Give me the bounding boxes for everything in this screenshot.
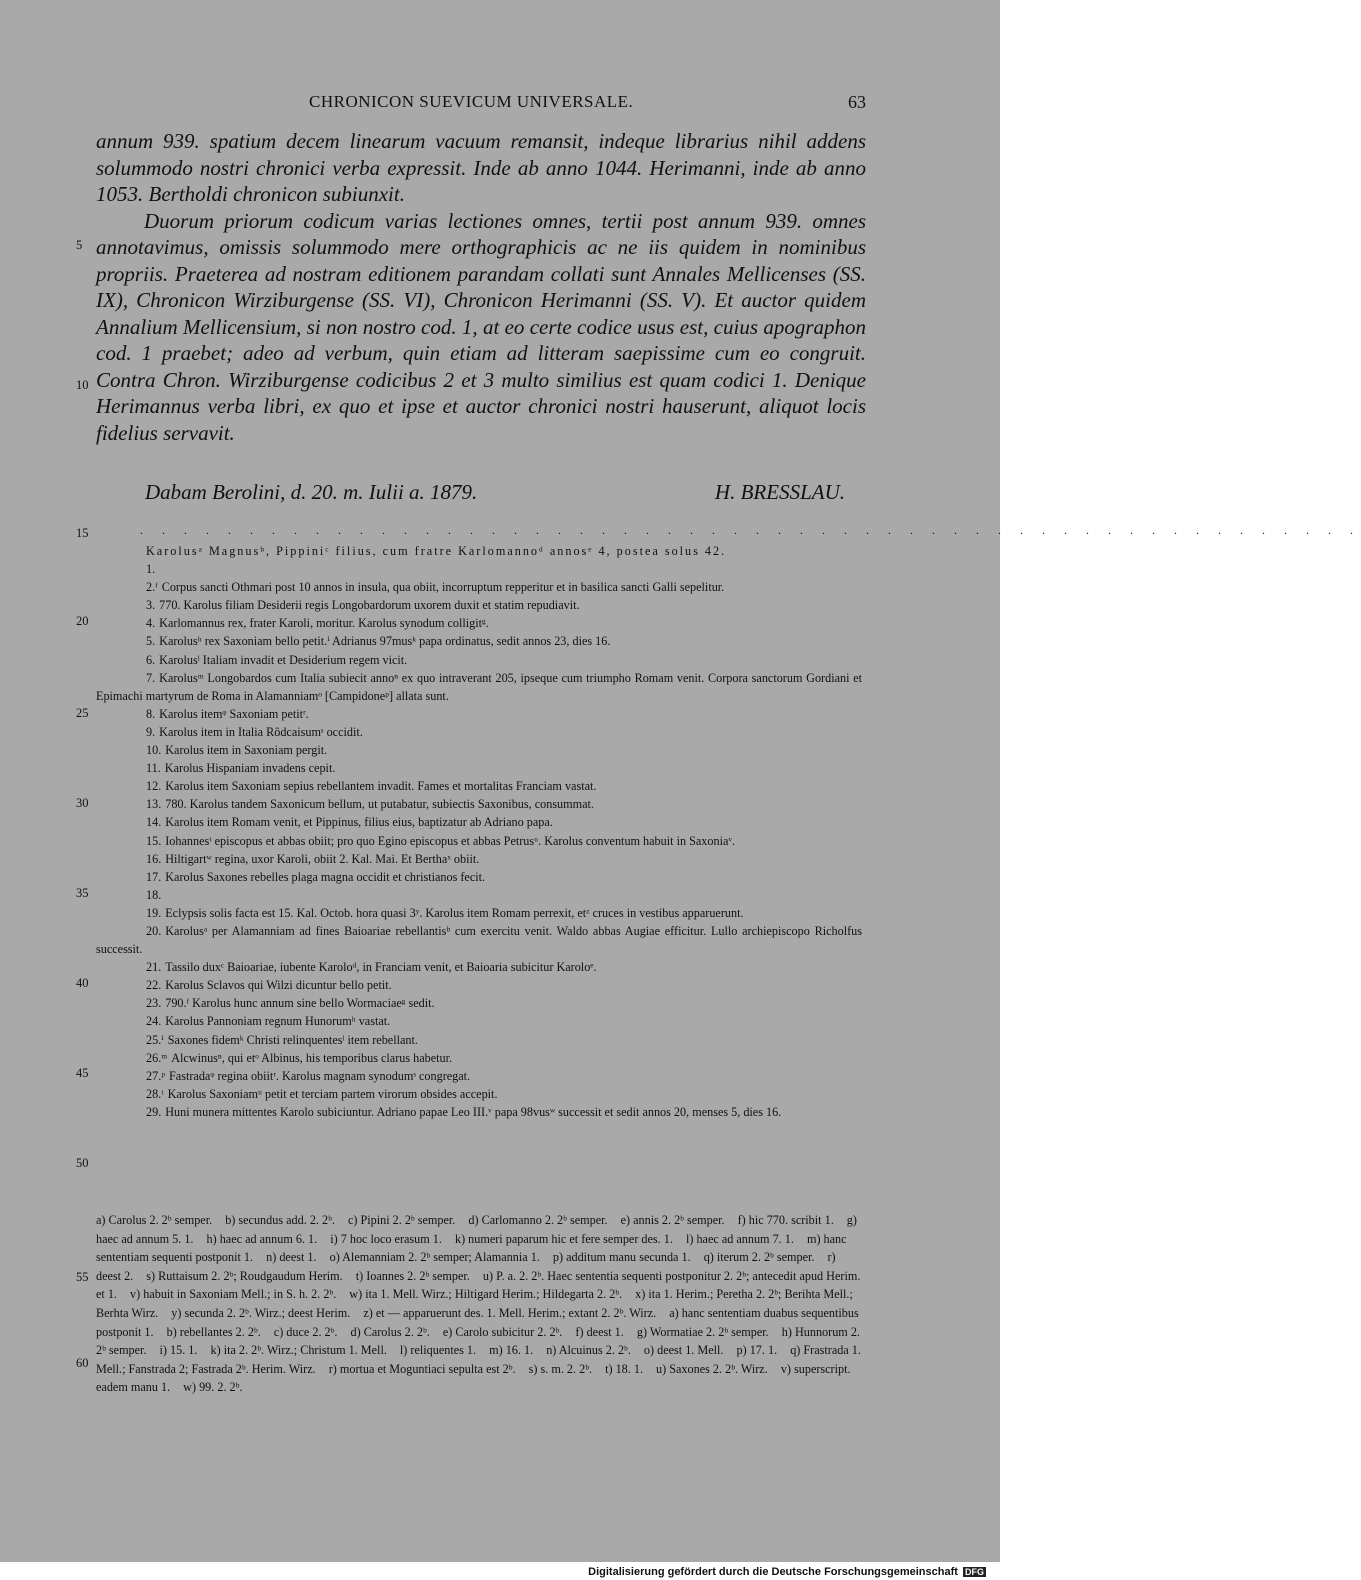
line-number: 35 <box>76 886 89 900</box>
annal-entry <box>96 705 862 723</box>
annal-text: Karolusˡ Italiam invadit et Desiderium regem vicit. <box>159 652 408 667</box>
footnote: t) 18. 1. <box>605 1361 643 1376</box>
footnote: u) Saxones 2. 2ᵇ. Wirz. <box>656 1361 768 1376</box>
annal-text: Corpus sancti Othmari post 10 annos in insula, qua obiit, incorruptum repperitur et in basilica sancti Galli sepelitur. <box>161 580 725 595</box>
annal-number: 26.ᵐ <box>146 1050 168 1065</box>
annal-number: 5. <box>146 634 156 649</box>
preface-text <box>96 128 866 446</box>
signature-author: H. BRESSLAU. <box>714 480 845 504</box>
annal-entry <box>96 832 862 850</box>
footnote: r) mortua et Moguntiaci sepulta est 2ᵇ. <box>328 1361 516 1376</box>
annal-entry <box>96 759 862 777</box>
annal-text: Karolus item Romam venit, et Pippinus, filius eius, baptizatur ab Adriano papa. <box>165 815 553 830</box>
annal-entry <box>96 886 862 904</box>
annal-number: 15. <box>146 833 162 848</box>
annal-text: Karolus Pannoniam regnum Hunorumʰ vastat. <box>165 1014 391 1029</box>
footnote: p) additum manu secunda 1. <box>552 1250 691 1265</box>
annal-text: Karolus Saxones rebelles plaga magna occidit et christianos fecit. <box>165 869 486 884</box>
footnote: o) deest 1. Mell. <box>643 1343 724 1358</box>
annal-entry <box>96 868 862 886</box>
annal-entry <box>96 596 862 614</box>
annal-text: Karolus Sclavos qui Wilzi dicuntur bello petit. <box>165 978 392 993</box>
footnote: l) reliquentes 1. <box>399 1343 477 1358</box>
footnote: d) Carolus 2. 2ᵇ. <box>350 1324 430 1339</box>
annal-entry <box>96 614 862 632</box>
annal-text: 770. Karolus filiam Desiderii regis Longobardorum uxorem duxit et statim repudiavit. <box>159 598 580 613</box>
annal-entry <box>96 922 862 958</box>
annal-text: Karolus item Saxoniam sepius rebellantem invadit. Fames et mortalitas Franciam vastat. <box>165 779 597 794</box>
footnote: f) deest 1. <box>575 1324 624 1339</box>
footnote: s) s. m. 2. 2ᵇ. <box>528 1361 593 1376</box>
footnote: e) Carolo subicitur 2. 2ᵇ. <box>442 1324 563 1339</box>
footnote: h) haec ad annum 6. 1. <box>206 1231 318 1246</box>
annal-text: Hiltigartʷ regina, uxor Karoli, obiit 2. Kal. Mai. Et Berthaˣ obiit. <box>165 851 480 866</box>
annal-entry <box>96 578 862 596</box>
annal-text: Karolus item in Italia Rôdcaisumˢ occidit. <box>159 724 363 739</box>
footnote: q) iterum 2. 2ᵇ semper. <box>703 1250 815 1265</box>
line-number: 30 <box>76 796 89 810</box>
annal-text: Alcwinusⁿ, qui etᵒ Albinus, his temporibus clarus habetur. <box>171 1050 453 1065</box>
annal-entry <box>96 741 862 759</box>
line-number: 50 <box>76 1156 89 1170</box>
annal-number: 8. <box>146 706 156 721</box>
footnote: a) hanc sententiam duabus sequentibus postponit 1. <box>96 1305 859 1339</box>
digitization-credit <box>588 1566 986 1578</box>
annal-entry <box>96 777 862 795</box>
annal-number: 19. <box>146 905 162 920</box>
footnote: i) 7 hoc loco erasum 1. <box>330 1231 442 1246</box>
annal-text: Karlomannus rex, frater Karoli, moritur. Karolus synodum colligitᵍ. <box>159 616 489 631</box>
annal-number: 29. <box>146 1104 162 1119</box>
footnote: l) haec ad annum 7. 1. <box>685 1231 794 1246</box>
running-title: CHRONICON SUEVICUM UNIVERSALE. <box>309 92 634 111</box>
footnote: s) Ruttaisum 2. 2ᵇ; Roudgaudum Herim. <box>146 1268 343 1283</box>
preface-paragraph-1: annum 939. spatium decem linearum vacuum remansit, indeque librarius nihil addens solummodo nostri chronici verba expressit. Inde ab anno 1044. Herimanni, inde ab anno 1053. Bertholdi chronicon subiunxit. <box>96 129 866 206</box>
annal-number: 2.ᶠ <box>146 580 158 595</box>
annal-entry <box>96 1031 862 1049</box>
footnote: w) ita 1. Mell. Wirz.; Hiltigard Herim.; Hildegarta 2. 2ᵇ. <box>349 1287 623 1302</box>
annal-number: 25.ⁱ <box>146 1032 164 1047</box>
annal-entry <box>96 560 862 578</box>
annal-entry <box>96 994 862 1012</box>
annal-number: 23. <box>146 996 162 1011</box>
line-number: 20 <box>76 614 89 628</box>
annal-text: Karolusᵃ per Alamanniam ad fines Baioariae rebellantisᵇ cum exercitu venit. Waldo abbas Augiae efficitur. Lullo archiepiscopo Richolfus successit. <box>96 923 862 957</box>
annal-number: 7. <box>146 670 156 685</box>
line-number: 25 <box>76 706 89 720</box>
signature-line <box>145 480 845 505</box>
footnote: x) ita 1. Herim.; Peretha 2. 2ᵇ; Berihta Mell.; Berhta Wirz. <box>96 1287 853 1320</box>
annal-number: 4. <box>146 616 156 631</box>
annal-number: 3. <box>146 598 156 613</box>
footnote: d) Carlomanno 2. 2ᵇ semper. <box>468 1213 608 1227</box>
annal-text: Eclypsis solis facta est 15. Kal. Octob. hora quasi 3ʸ. Karolus item Romam perrexit, etᶻ cruces in vestibus apparuerunt. <box>165 905 744 920</box>
annal-entry <box>96 632 862 650</box>
annal-number: 17. <box>146 869 162 884</box>
annal-number: 27.ᵖ <box>146 1068 166 1083</box>
annal-entry <box>96 651 862 669</box>
annal-text: Iohannesᵗ episcopus et abbas obiit; pro quo Egino episcopus et abbas Petrusᵘ. Karolus conventum habuit in Saxoniaᵛ. <box>165 833 735 848</box>
footnote: e) annis 2. 2ᵇ semper. <box>620 1213 725 1227</box>
annal-entry <box>96 850 862 868</box>
footnote: b) rebellantes 2. 2ᵇ. <box>166 1324 261 1339</box>
footnote: i) 15. 1. <box>159 1343 198 1358</box>
annal-text: Huni munera mittentes Karolo subiciuntur. Adriano papae Leo III.ᵛ papa 98vusʷ successit et sedit annos 20, menses 5, dies 16. <box>165 1104 782 1119</box>
annal-number: 22. <box>146 978 162 993</box>
annal-text: 790.ᶠ Karolus hunc annum sine bello Wormaciaeᵍ sedit. <box>165 996 435 1011</box>
annal-entry <box>96 795 862 813</box>
annal-text: Karolusʰ rex Saxoniam bello petit.ⁱ Adrianus 97musᵏ papa ordinatus, sedit annos 23, dies 16. <box>159 634 611 649</box>
annal-number: 12. <box>146 779 162 794</box>
footnote: r) deest 2. <box>96 1250 836 1283</box>
annal-text: Karolus item in Saxoniam pergit. <box>165 743 328 758</box>
footnote: f) hic 770. scribit 1. <box>737 1213 834 1227</box>
annal-entry <box>96 1085 862 1103</box>
footnote: c) Pipini 2. 2ᵇ semper. <box>347 1213 456 1227</box>
annal-number: 6. <box>146 652 156 667</box>
dfg-logo: DFG <box>965 1567 984 1577</box>
line-number: 10 <box>76 378 89 392</box>
annal-entry <box>96 958 862 976</box>
line-number: 60 <box>76 1356 89 1370</box>
footnote: t) Ioannes 2. 2ᵇ semper. <box>355 1268 470 1283</box>
annal-number: 24. <box>146 1014 162 1029</box>
footnote: n) Alcuinus 2. 2ᵇ. <box>546 1343 631 1358</box>
annal-number: 28.ᵗ <box>146 1086 164 1101</box>
annal-entry <box>96 904 862 922</box>
annal-number: 9. <box>146 724 156 739</box>
footnote: m) 16. 1. <box>489 1343 534 1358</box>
annal-entry <box>96 1067 862 1085</box>
annal-text: Karolusᵐ Longobardos cum Italia subiecit annoⁿ ex quo intraverant 205, ipseque cum triumpho Romam venit. Corpora sanctorum Gordiani et Epimachi martyrum de Roma in Alamanniamᵒ [Campidoneᵖ] allata sunt. <box>96 670 862 703</box>
footnotes <box>96 1211 862 1397</box>
footnote: w) 99. 2. 2ᵇ. <box>183 1380 243 1395</box>
annal-entry <box>96 723 862 741</box>
annals-heading: Karolusᵃ Magnusᵇ, Pippiniᶜ filius, cum fratre Karlomannoᵈ annosᵉ 4, postea solus 42. <box>146 544 727 558</box>
annal-number: 10. <box>146 743 162 758</box>
annal-number: 1. <box>146 562 156 577</box>
footnote: n) deest 1. <box>266 1250 317 1265</box>
annal-text: Saxones fidemᵏ Christi relinquentesˡ item rebellant. <box>167 1032 418 1047</box>
signature-date: Dabam Berolini, d. 20. m. Iulii a. 1879. <box>145 480 478 504</box>
footnote: k) numeri paparum hic et fere semper des. 1. <box>454 1231 673 1246</box>
annal-text: Tassilo duxᶜ Baioariae, iubente Karoloᵈ, in Franciam venit, et Baioaria subicitur Karoloᵉ. <box>165 960 597 975</box>
footnote: q) Frastrada 1. Mell.; Fanstrada 2; Fastrada 2ᵇ. Herim. Wirz. <box>96 1343 861 1376</box>
page-number: 63 <box>848 92 866 112</box>
annal-number: 18. <box>146 887 162 902</box>
annal-number: 20. <box>146 923 162 938</box>
annal-number: 13. <box>146 797 162 812</box>
footnote: o) Alemanniam 2. 2ᵇ semper; Alamannia 1. <box>329 1250 540 1265</box>
credit-text: Digitalisierung gefördert durch die Deutsche Forschungsgemeinschaft <box>588 1566 958 1578</box>
footnote: m) hanc sententiam sequenti postponit 1. <box>96 1231 847 1265</box>
line-number: 45 <box>76 1066 89 1080</box>
annal-entry <box>96 813 862 831</box>
footnote: k) ita 2. 2ᵇ. Wirz.; Christum 1. Mell. <box>210 1343 387 1358</box>
annal-number: 14. <box>146 815 162 830</box>
annal-text: Karolus Saxoniamᵘ petit et terciam partem virorum obsides accepit. <box>167 1086 498 1101</box>
footnote: g) haec ad annum 5. 1. <box>96 1213 857 1246</box>
line-number: 40 <box>76 976 89 990</box>
footnote: u) P. a. 2. 2ᵇ. Haec sententia sequenti postponitur 2. 2ᵇ; antecedit apud Herim. et 1. <box>96 1268 861 1302</box>
annal-entry <box>96 976 862 994</box>
footnote: g) Wormatiae 2. 2ᵇ semper. <box>636 1324 769 1339</box>
annal-entry <box>96 1012 862 1030</box>
annal-text: 780. Karolus tandem Saxonicum bellum, ut putabatur, subiectis Saxonibus, consummat. <box>165 797 594 812</box>
annal-number: 21. <box>146 960 162 975</box>
footnote: b) secundus add. 2. 2ᵇ. <box>225 1213 335 1227</box>
footnote: h) Hunnorum 2. 2ᵇ semper. <box>96 1324 860 1358</box>
line-number: 15 <box>76 526 89 540</box>
footnote: v) habuit in Saxoniam Mell.; in S. h. 2. 2ᵇ. <box>130 1287 337 1302</box>
annals-text <box>96 542 862 1121</box>
omission-dots: . . . . . . . . . . . . . . . . . . . . . . . . . . . . . . . . . . . . . . . . . . . . . . . . . . . . . . . . <box>140 523 1361 537</box>
annal-text: Karolus itemᵠ Saxoniam petitʳ. <box>159 706 309 721</box>
annal-number: 16. <box>146 851 162 866</box>
annal-entry <box>96 1049 862 1067</box>
annal-entry <box>96 1103 862 1121</box>
footnote: p) 17. 1. <box>736 1343 778 1358</box>
footnote: z) et — apparuerunt des. 1. Mell. Herim.; extant 2. 2ᵇ. Wirz. <box>363 1305 657 1320</box>
line-number: 55 <box>76 1270 89 1284</box>
footnote: y) secunda 2. 2ᵇ. Wirz.; deest Herim. <box>171 1305 351 1320</box>
footnote: v) superscript. eadem manu 1. <box>96 1361 851 1395</box>
annal-entries <box>96 560 862 1121</box>
footnote: c) duce 2. 2ᵇ. <box>273 1324 338 1339</box>
annal-entry <box>96 669 862 705</box>
annal-text: Fastradaᵠ regina obiitʳ. Karolus magnam synodumˢ congregat. <box>169 1068 471 1083</box>
annal-number: 11. <box>146 761 161 776</box>
preface-paragraph-2: Duorum priorum codicum varias lectiones omnes, tertii post annum 939. omnes annotavimus, omissis solummodo mere orthographicis ac ne iis quidem in nominibus propriis. Praeterea ad nostram editionem parandam collati sunt Annales Mellicenses (SS. IX), Chronicon Wirziburgense (SS. VI), Chronicon Herimanni (SS. V). Et auctor quidem Annalium Mellicensium, si non nostro cod. 1, at eo certe codice usus est, cuius apographon cod. 1 praebet; adeo ad verbum, quin etiam ad litteram saepissime cum eo congruit. Contra Chron. Wirziburgense codicibus 2 et 3 multo similius est quam codici 1. Denique Herimannus verba libri, ex quo et ipse et auctor chronici nostri hauserunt, aliquot locis fidelius servavit. <box>96 208 866 445</box>
annal-text: Karolus Hispaniam invadens cepit. <box>164 761 336 776</box>
line-number: 5 <box>76 238 83 252</box>
footnote: a) Carolus 2. 2ᵇ semper. <box>96 1213 213 1227</box>
